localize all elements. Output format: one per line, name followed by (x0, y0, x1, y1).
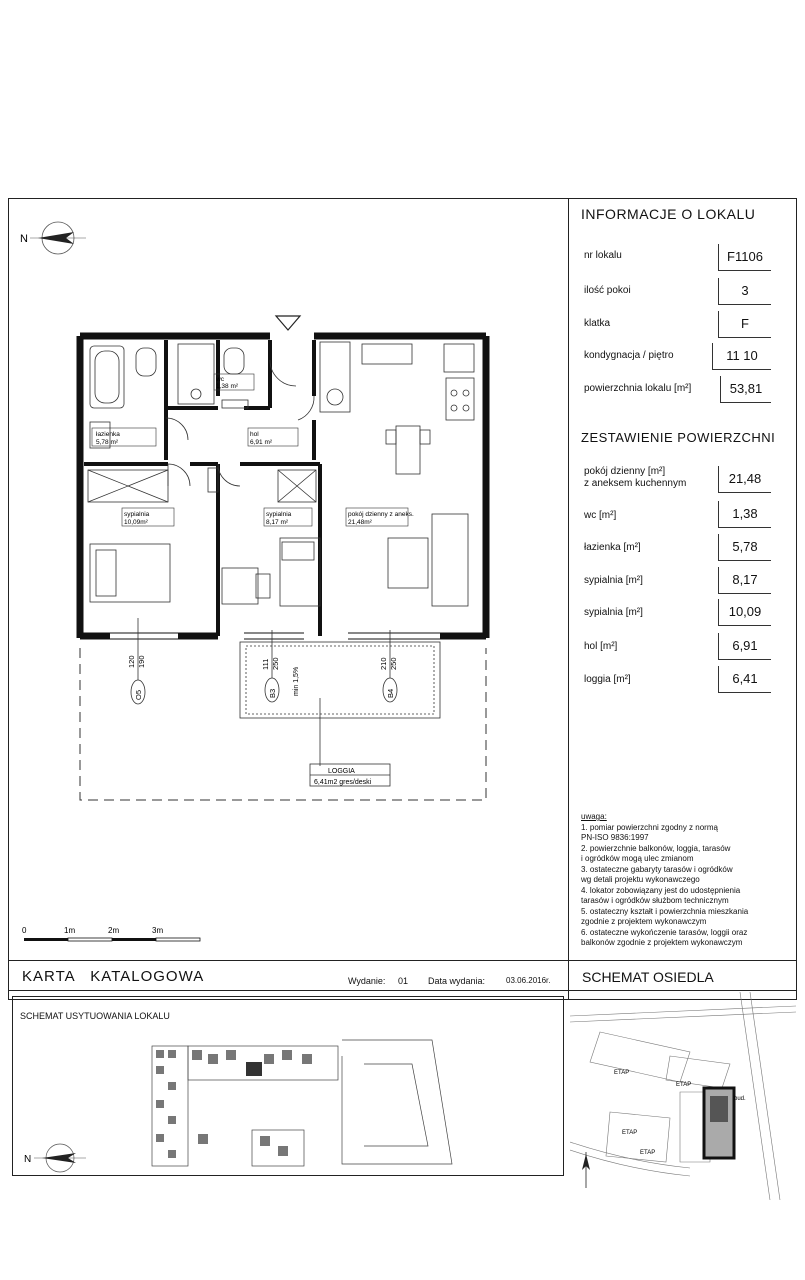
edition-value: 01 (398, 976, 409, 986)
north-arrow-icon (24, 1144, 86, 1172)
room-area-wc: 1,38 m² (216, 383, 239, 390)
area-value: 6,91 (718, 633, 771, 660)
area-label: sypialnia [m²] (584, 607, 643, 618)
area-label: pokój dzienny [m²] (584, 466, 666, 477)
info-value-floor: 11 10 (712, 343, 771, 370)
window-dim: 250 (271, 657, 280, 670)
north-arrow-icon (20, 222, 86, 254)
catalog-title: KARTA KATALOGOWA (22, 968, 205, 985)
area-label: łazienka [m²] (584, 542, 641, 553)
note-line: 1. pomiar powierzchni zgodny z normą (581, 822, 718, 832)
area-value: 21,48 (718, 466, 771, 493)
info-value-nr: F1106 (718, 244, 771, 271)
usage-schema-map (12, 996, 564, 1176)
building-label: bud. (734, 1096, 746, 1102)
scale-tick: 0 (22, 926, 27, 935)
window-dim: 250 (389, 657, 398, 670)
area-value: 10,09 (718, 599, 771, 626)
etap-label: ETAP (676, 1082, 692, 1088)
note-line: i ogródków mogą ulec zmianom (581, 854, 694, 863)
area-value: 1,38 (718, 501, 771, 528)
usage-schema-title: SCHEMAT USYTUOWANIA LOKALU (20, 1011, 170, 1021)
room-name-bedroom2: sypialnia (266, 511, 292, 518)
room-area-living: 21,48m² (348, 519, 372, 526)
note-line: tarasów i ogródków służbom technicznym (581, 896, 729, 905)
area-label: hol [m²] (584, 641, 618, 652)
date-value: 03.06.2016r. (506, 976, 551, 985)
scale-tick: 3m (152, 926, 164, 935)
note-line: 4. lokator zobowiązany jest do udostępnienia (581, 885, 741, 895)
etap-label: ETAP (640, 1150, 656, 1156)
north-label: N (24, 1154, 32, 1165)
apartment-location-marker (246, 1062, 262, 1076)
etap-label: ETAP (622, 1130, 638, 1136)
note-line: 3. ostateczne gabaryty tarasów i ogródków (581, 864, 733, 874)
edition-label: Wydanie: (348, 976, 386, 986)
window-code: O5 (134, 689, 143, 700)
info-value-area: 53,81 (720, 376, 771, 403)
entrance-icon (276, 316, 300, 330)
room-area-bedroom1: 10,09m² (124, 519, 148, 526)
loggia-name: LOGGIA (328, 768, 355, 775)
note-line: PN-ISO 9836:1997 (581, 833, 649, 842)
info-label: powierzchnia lokalu [m²] (584, 383, 692, 394)
area-value: 5,78 (718, 534, 771, 561)
area-label: loggia [m²] (584, 674, 631, 685)
note-line: 5. ostateczny kształt i powierzchnia mieszkania (581, 906, 749, 916)
etap-label: ETAP (614, 1070, 630, 1076)
info-label: ilość pokoi (584, 285, 631, 296)
north-arrow-icon (582, 1152, 590, 1188)
window-dim: 120 (127, 655, 136, 668)
divider-footer (8, 960, 797, 961)
note-line: balkonów zgodnie z projektem wykonawczym (581, 938, 743, 947)
divider-footer-title (8, 990, 568, 991)
estate-schema-map (570, 992, 796, 1200)
info-header: INFORMACJE O LOKALU (581, 206, 756, 222)
info-label: nr lokalu (584, 250, 622, 261)
room-name-living: pokój dzienny z aneks. (348, 511, 414, 518)
room-area-hall: 6,91 m² (250, 439, 273, 446)
area-value: 8,17 (718, 567, 771, 594)
room-name-wc: wc (216, 376, 224, 383)
area-value: 6,41 (718, 666, 771, 693)
window-code: B4 (386, 688, 395, 698)
note-line: 6. ostateczne wykończenie tarasów, loggii oraz (581, 927, 748, 937)
window-dim: 190 (137, 655, 146, 668)
note-line: wg detali projektu wykonawczego (581, 875, 700, 884)
room-name-bathroom: łazienka (96, 431, 120, 438)
loggia-desc: 6,41m2 gres/deski (314, 779, 372, 786)
room-name-hall: hol (250, 431, 259, 438)
window-dim: 210 (379, 657, 388, 670)
area-label-sub: z aneksem kuchennym (584, 478, 687, 489)
scale-tick: 1m (64, 926, 76, 935)
room-name-bedroom1: sypialnia (124, 511, 150, 518)
window-dim: 111 (261, 658, 270, 670)
info-label: kondygnacja / piętro (584, 350, 674, 361)
north-label: N (20, 233, 28, 245)
date-label: Data wydania: (428, 976, 486, 986)
room-area-bathroom: 5,78 m² (96, 439, 119, 446)
note-line: 2. powierzchnie balkonów, loggia, tarasów (581, 843, 731, 853)
scale-tick: 2m (108, 926, 120, 935)
info-label: klatka (584, 318, 611, 329)
divider-schema-title (568, 990, 797, 991)
area-label: wc [m²] (584, 510, 617, 521)
notes-title: uwaga: (581, 812, 607, 821)
info-value-rooms: 3 (718, 278, 771, 305)
room-area-bedroom2: 8,17 m² (266, 519, 289, 526)
info-value-staircase: F (718, 311, 771, 338)
note-line: zgodnie z projektem wykonawczym (581, 917, 707, 926)
area-label: sypialnia [m²] (584, 575, 643, 586)
floor-plan (8, 198, 568, 960)
notes (581, 812, 791, 949)
areas-header: ZESTAWIENIE POWIERZCHNI (581, 430, 776, 445)
schema-title: SCHEMAT OSIEDLA (582, 969, 714, 985)
slope-label: min 1,5% (293, 666, 300, 696)
window-code: B3 (268, 688, 277, 698)
divider-vertical (568, 198, 569, 1000)
scale-bar (22, 926, 200, 941)
